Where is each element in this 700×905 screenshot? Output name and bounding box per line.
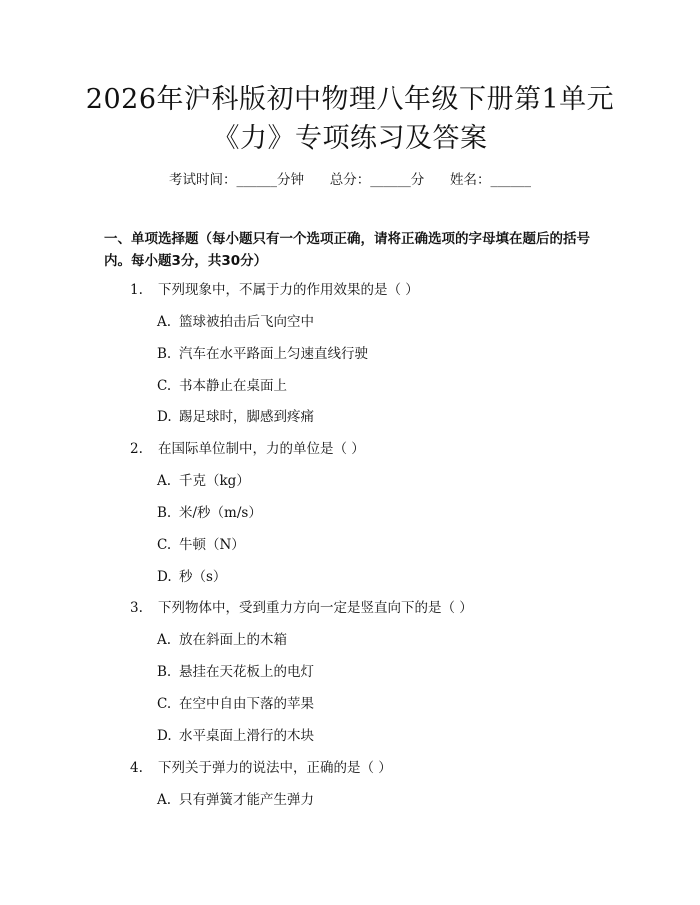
option-text: 踢足球时，脚感到疼痛 <box>179 409 314 425</box>
question-4 <box>130 758 392 778</box>
question-2-option-c <box>157 535 245 555</box>
question-2-option-d <box>157 567 226 587</box>
question-3 <box>130 598 473 618</box>
question-text: 下列现象中，不属于力的作用效果的是（ ） <box>158 282 419 298</box>
option-text: 汽车在水平路面上匀速直线行驶 <box>179 346 368 362</box>
option-letter: C. <box>157 378 172 394</box>
question-text: 下列关于弹力的说法中，正确的是（ ） <box>158 760 392 776</box>
question-number: 4. <box>130 760 143 776</box>
question-4-option-a <box>157 790 314 810</box>
option-text: 千克（kg） <box>179 473 250 489</box>
option-text: 只有弹簧才能产生弹力 <box>179 792 314 808</box>
document-title-line-1: 2026年沪科版初中物理八年级下册第1单元 <box>85 84 615 115</box>
option-letter: B. <box>157 505 172 521</box>
question-3-option-a <box>157 630 287 650</box>
option-letter: D. <box>157 569 172 585</box>
question-3-option-c <box>157 694 314 714</box>
option-letter: B. <box>157 346 172 362</box>
option-text: 秒（s） <box>179 569 227 585</box>
option-letter: C. <box>157 537 172 553</box>
question-number: 3. <box>130 600 143 616</box>
option-letter: B. <box>157 664 172 680</box>
option-text: 在空中自由下落的苹果 <box>179 696 314 712</box>
option-letter: A. <box>157 314 172 330</box>
option-letter: A. <box>157 632 172 648</box>
question-text: 下列物体中，受到重力方向一定是竖直向下的是（ ） <box>158 600 473 616</box>
question-text: 在国际单位制中，力的单位是（ ） <box>158 441 365 457</box>
option-letter: A. <box>157 792 172 808</box>
question-2-option-a <box>157 471 250 491</box>
option-text: 水平桌面上滑行的木块 <box>179 728 314 744</box>
question-number: 1. <box>130 282 143 298</box>
question-1-option-a <box>157 312 314 332</box>
option-text: 篮球被拍击后飞向空中 <box>179 314 314 330</box>
document-title-line-2: 《力》专项练习及答案 <box>212 123 488 154</box>
question-1-option-d <box>157 407 314 427</box>
question-1-option-b <box>157 344 368 364</box>
option-letter: C. <box>157 696 172 712</box>
option-text: 放在斜面上的木箱 <box>179 632 287 648</box>
option-text: 牛顿（N） <box>179 537 245 553</box>
question-1-option-c <box>157 376 287 396</box>
question-2-option-b <box>157 503 262 523</box>
option-text: 书本静止在桌面上 <box>179 378 287 394</box>
question-1 <box>130 280 419 300</box>
question-2 <box>130 439 365 459</box>
section-heading: 一、单项选择题（每小题只有一个选项正确，请将正确选项的字母填在题后的括号内。每小题3分，共30分） <box>104 231 590 269</box>
option-text: 米/秒（m/s） <box>179 505 262 521</box>
option-text: 悬挂在天花板上的电灯 <box>179 664 314 680</box>
exam-info-line: 考试时间：______分钟 总分：______分 姓名：______ <box>169 172 531 188</box>
question-number: 2. <box>130 441 143 457</box>
question-3-option-b <box>157 662 314 682</box>
option-letter: D. <box>157 409 172 425</box>
option-letter: D. <box>157 728 172 744</box>
option-letter: A. <box>157 473 172 489</box>
question-3-option-d <box>157 726 314 746</box>
